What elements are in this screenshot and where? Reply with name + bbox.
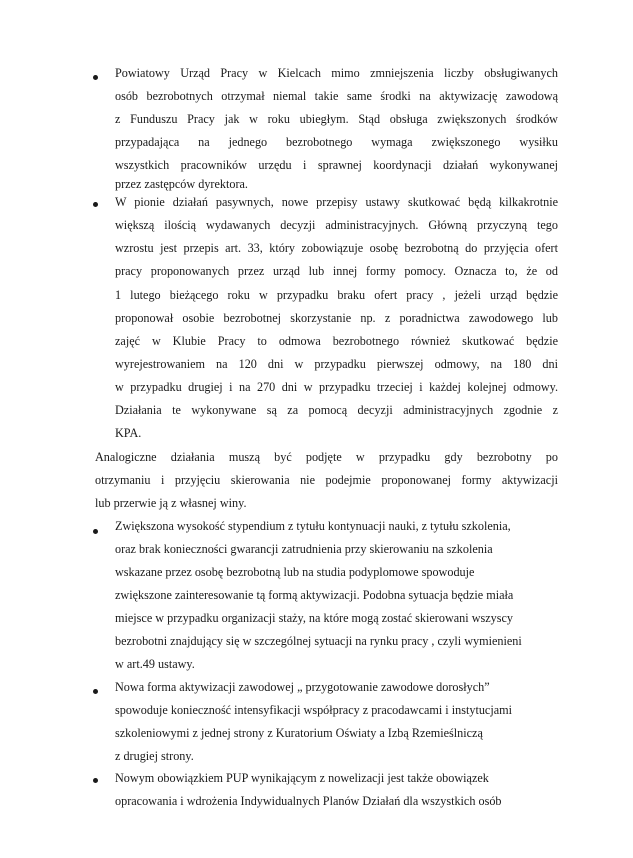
text-line: Działania te wykonywane są za pomocą decyzji administracyjnych zgodnie z bbox=[115, 403, 558, 417]
text-line: przez zastępców dyrektora. bbox=[115, 177, 248, 191]
text-line: oraz brak konieczności gwarancji zatrudnienia przy skierowaniu na szkolenia bbox=[115, 542, 493, 556]
text-line: proponował osobie bezrobotnej skorzystanie np. z poradnictwa zawodowego lub bbox=[115, 311, 558, 325]
text-line: Powiatowy Urząd Pracy w Kielcach mimo zmniejszenia liczby obsługiwanych bbox=[115, 66, 558, 80]
text-line: Zwiększona wysokość stypendium z tytułu kontynuacji nauki, z tytułu szkolenia, bbox=[115, 519, 511, 533]
text-line: pracy proponowanych przez urząd lub innej formy pomocy. Oznacza to, że od bbox=[115, 264, 558, 278]
bullet-icon bbox=[93, 778, 98, 783]
text-line: zwiększone zainteresowanie tą formą aktywizacji. Podobna sytuacja będzie miała bbox=[115, 588, 514, 602]
text-line: z drugiej strony. bbox=[115, 749, 194, 763]
text-line: osób bezrobotnych otrzymał niemal takie same środki na aktywizację zawodową bbox=[115, 89, 558, 103]
text-line: W pionie działań pasywnych, nowe przepisy ustawy skutkować będą kilkakrotnie bbox=[115, 195, 558, 209]
bullet-icon bbox=[93, 529, 98, 534]
bullet-icon bbox=[93, 689, 98, 694]
text-line: KPA. bbox=[115, 426, 142, 440]
text-line: większą ilością wydawanych decyzji administracyjnych. Główną przyczyną tego bbox=[115, 218, 558, 232]
text-line: w art.49 ustawy. bbox=[115, 657, 195, 671]
text-line: lub przerwie ją z własnej winy. bbox=[95, 496, 247, 510]
text-line: wyrejestrowaniem na 120 dni w przypadku pierwszej odmowy, na 180 dni bbox=[115, 357, 558, 371]
text-line: w przypadku drugiej i na 270 dni w przypadku trzeciej i każdej kolejnej odmowy. bbox=[115, 380, 558, 394]
text-line: otrzymaniu i przyjęciu skierowania nie podejmie proponowanej formy aktywizacji bbox=[95, 473, 558, 487]
text-line: Nowym obowiązkiem PUP wynikającym z nowelizacji jest także obowiązek bbox=[115, 771, 489, 785]
text-line: Analogiczne działania muszą być podjęte w przypadku gdy bezrobotny po bbox=[95, 450, 558, 464]
text-line: wzrostu jest przepis art. 33, który zobowiązuje osobę bezrobotną do przyjęcia ofert bbox=[115, 241, 558, 255]
text-line: z Funduszu Pracy jak w roku ubiegłym. Stąd obsługa zwiększonych środków bbox=[115, 112, 558, 126]
text-line: 1 lutego bieżącego roku w przypadku braku ofert pracy , jeżeli urząd będzie bbox=[115, 288, 558, 302]
text-line: szkoleniowymi z jednej strony z Kuratorium Oświaty a Izbą Rzemieślniczą bbox=[115, 726, 483, 740]
text-line: przypadająca na jednego bezrobotnego wymaga zwiększonego wysiłku bbox=[115, 135, 558, 149]
text-line: wskazane przez osobę bezrobotną lub na studia podyplomowe spowoduje bbox=[115, 565, 475, 579]
text-line: bezrobotni znajdujący się w szczególnej sytuacji na rynku pracy , czyli wymienieni bbox=[115, 634, 522, 648]
text-line: miejsce w przypadku organizacji staży, na które mogą zostać skierowani wszyscy bbox=[115, 611, 513, 625]
text-line: wszystkich pracowników urzędu i sprawnej koordynacji działań wykonywanej bbox=[115, 158, 558, 172]
text-line: zajęć w Klubie Pracy to odmowa bezrobotnego również skutkować będzie bbox=[115, 334, 558, 348]
bullet-icon bbox=[93, 75, 98, 80]
text-line: spowoduje konieczność intensyfikacji współpracy z pracodawcami i instytucjami bbox=[115, 703, 512, 717]
text-line: opracowania i wdrożenia Indywidualnych Planów Działań dla wszystkich osób bbox=[115, 794, 502, 808]
text-line: Nowa forma aktywizacji zawodowej „ przygotowanie zawodowe dorosłych” bbox=[115, 680, 490, 694]
bullet-icon bbox=[93, 202, 98, 207]
